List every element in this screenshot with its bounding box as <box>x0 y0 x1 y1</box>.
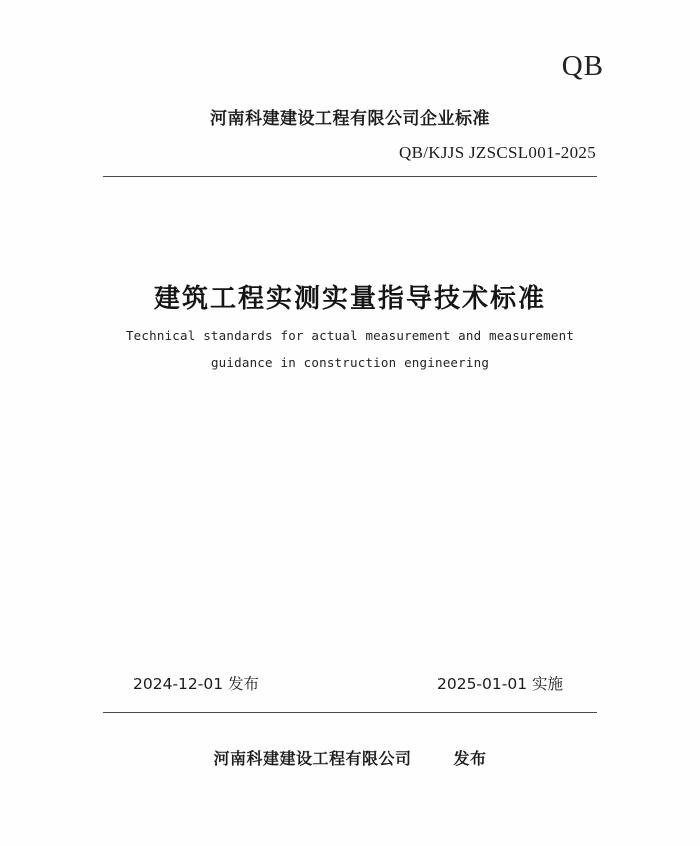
page-title: 建筑工程实测实量指导技术标准 <box>153 284 546 314</box>
footer-divider-rule <box>103 712 597 713</box>
subtitle-line-2: guidance in construction engineering <box>210 355 490 370</box>
publisher-name: 河南科建建设工程有限公司 <box>213 749 412 768</box>
subtitle-line-1: Technical standards for actual measurement and measurement <box>125 328 575 343</box>
issue-date: 2024-12-01 发布 <box>133 675 260 693</box>
standard-number: QB/KJJS JZSCSL001-2025 <box>399 143 596 162</box>
qb-mark: QB <box>561 50 604 82</box>
header-divider-rule <box>103 176 597 177</box>
date-row <box>103 672 597 694</box>
publisher-action: 发布 <box>453 749 487 768</box>
page-subtitle-english <box>0 322 700 376</box>
company-standard-line: 河南科建建设工程有限公司企业标准 <box>210 109 490 129</box>
publisher-line <box>0 746 700 769</box>
effective-date: 2025-01-01 实施 <box>436 675 563 693</box>
